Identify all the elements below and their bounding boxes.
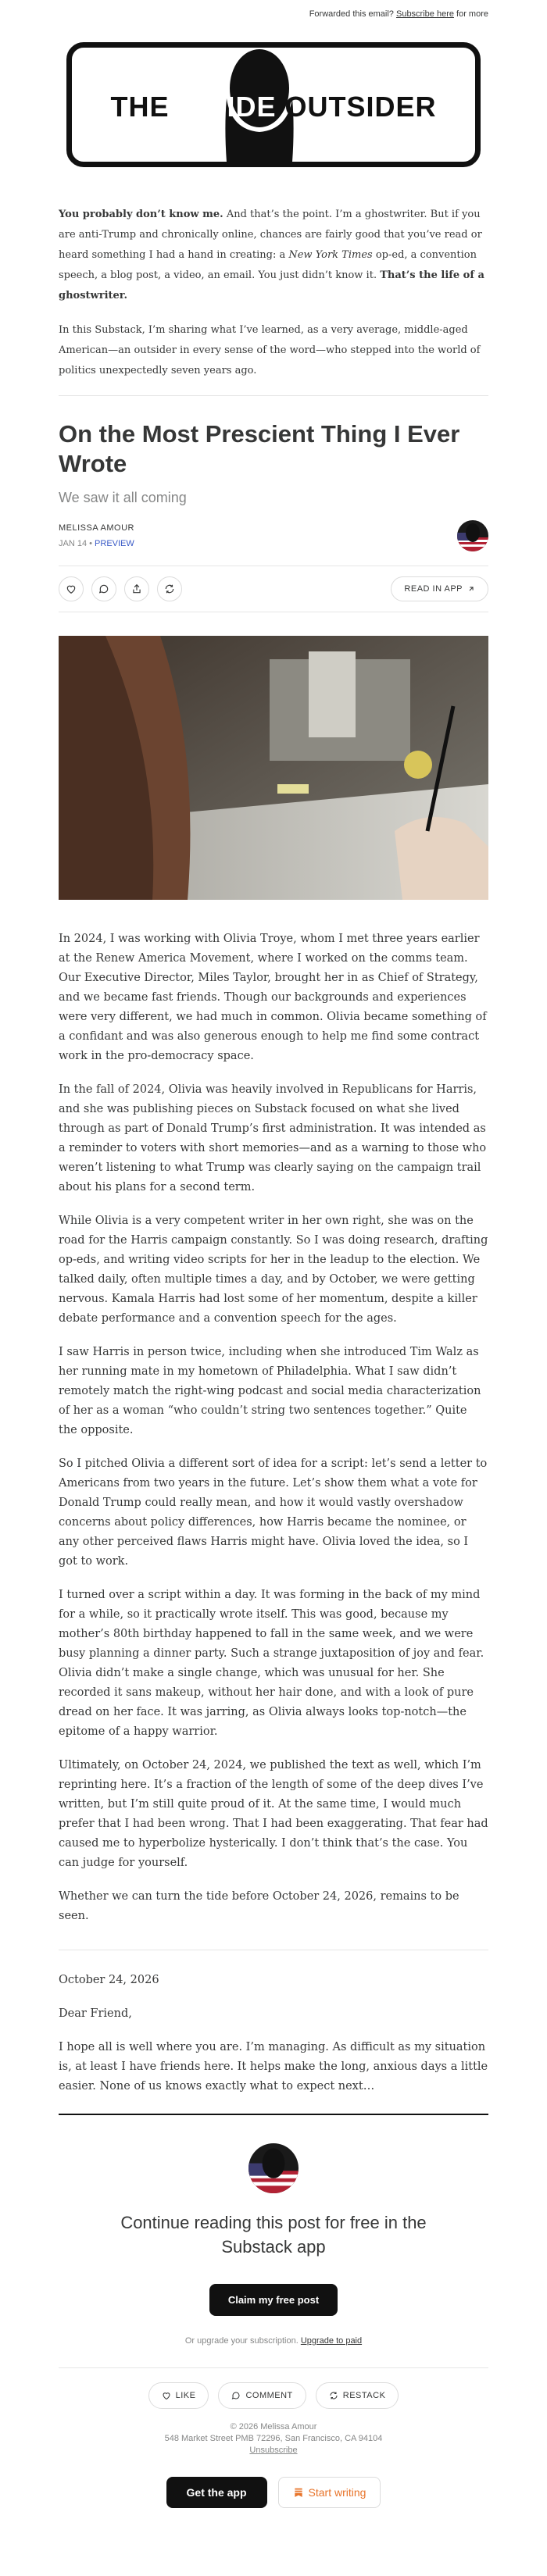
restack-icon: [164, 583, 175, 594]
body-paragraph: While Olivia is a very competent writer in her own right, she was on the road for the Harris campaign constantly. So I was doing research, drafting op-eds, and writing video scripts for her in the leadup to the election. We talked daily, often multiple times a day, and by October, we were getting nervous. Kamala Harris had lost some of her momentum, despite a killer debate performance and a convention speech for the ages.: [59, 1215, 488, 1325]
footer-comment-button[interactable]: COMMENT: [218, 2382, 306, 2409]
newsletter-intro: [59, 167, 488, 381]
body-paragraph: In 2024, I was working with Olivia Troye, whom I met three years earlier at the Renew America Movement, where I worked on the comms team. Our Executive Director, Miles Taylor, brought her in as Chief of Strategy, and we became fast friends. Though our backgrounds and experiences were very different, we had much in common. Olivia became something of a confidant and was also generous enough to help me find some contract work in the pro-democracy space.: [59, 933, 487, 1062]
byline: [59, 520, 488, 551]
claim-free-post-button[interactable]: Claim my free post: [209, 2284, 338, 2316]
heart-icon: [66, 583, 77, 594]
post-date: JAN 14 • PREVIEW: [59, 539, 134, 548]
app-promo: [59, 2477, 488, 2508]
mailing-address: 548 Market Street PMB 72296, San Francisco, CA 94104: [164, 2434, 383, 2443]
body-paragraph: Whether we can turn the tide before October 24, 2026, remains to be seen.: [59, 1890, 459, 1922]
body-paragraph: I turned over a script within a day. It was forming in the back of my mind for a while, so it practically wrote itself. This was good, because my mother’s 80th birthday happened to fall in the same week, and we were busy planning a dinner party. Such a strange juxtaposition of joy and fear. Olivia didn’t make a single change, which was unusual for her. She recorded it sans makeup, without her hair done, and with a look of pure dread on her face. It was jarring, as Olivia always looks top-notch—the epitome of a happy warrior.: [59, 1589, 484, 1738]
arrow-up-right-icon: [467, 585, 475, 593]
hero-image: [59, 636, 488, 900]
upgrade-link[interactable]: Upgrade to paid: [300, 2336, 363, 2346]
preview-label: PREVIEW: [95, 539, 134, 548]
writing-photo: [59, 636, 488, 900]
share-icon: [131, 583, 142, 594]
comment-icon: [231, 2391, 241, 2400]
share-button[interactable]: [124, 576, 149, 601]
heart-icon: [162, 2391, 171, 2400]
read-in-app-button[interactable]: READ IN APP: [391, 576, 488, 601]
logo-wordmark: THE INSIDE OUTSIDER: [110, 91, 437, 123]
letter-date: October 24, 2026: [59, 1974, 159, 1986]
email-footer: [59, 2421, 488, 2456]
action-icons: [59, 576, 182, 601]
byline-meta: [59, 523, 134, 548]
upgrade-notice: Or upgrade your subscription. Upgrade to paid: [184, 2336, 363, 2346]
footer-restack-button[interactable]: RESTACK: [316, 2382, 399, 2409]
like-button[interactable]: [59, 576, 84, 601]
post-actions-bar: [59, 566, 488, 612]
paywall-cta: [59, 2114, 488, 2346]
start-writing-button[interactable]: Start writing: [278, 2477, 381, 2508]
cta-avatar: [248, 2143, 299, 2193]
author-avatar[interactable]: [457, 520, 488, 551]
footer-actions: [59, 2367, 488, 2409]
unsubscribe-link[interactable]: Unsubscribe: [249, 2446, 298, 2455]
get-the-app-button[interactable]: Get the app: [166, 2477, 267, 2508]
post-subtitle: We saw it all coming: [59, 490, 187, 505]
footer-like-button[interactable]: LIKE: [148, 2382, 209, 2409]
cta-heading: Continue reading this post for free in the Substack app: [120, 2213, 427, 2257]
post-title[interactable]: On the Most Prescient Thing I Ever Wrote: [59, 420, 460, 477]
subscribe-link[interactable]: Subscribe here: [395, 9, 454, 19]
comment-button[interactable]: [91, 576, 116, 601]
flag-avatar-image: [457, 520, 488, 551]
letter-salutation: Dear Friend,: [59, 2007, 132, 2020]
intro-paragraph: You probably don’t know me. And that’s the point. I’m a ghostwriter. But if you are anti-Trump and chronically online, chances are fairly good that you’ve read or heard something I had a hand in creating: a New York Times op-ed, a convention speech, a blog post, a video, an email. You just didn’t know it. That’s the life of a ghostwriter.: [59, 209, 484, 301]
body-paragraph: Ultimately, on October 24, 2024, we published the text as well, which I’m reprinting here. It’s a fraction of the length of some of the deep dives I’ve written, but I’m still quite proud of it. At the same time, I would much prefer that I had been wrong. That I had been exaggerating. That fear had caused me to hyperbolize hysterically. I don’t think that’s the case. You can judge for yourself.: [59, 1759, 488, 1869]
restack-button[interactable]: [157, 576, 182, 601]
comment-icon: [98, 583, 109, 594]
intro-paragraph: In this Substack, I’m sharing what I’ve learned, as a very average, middle-aged American—an outsider in every sense of the word—who stepped into the world of politics unexpectedly seven years ago.: [59, 324, 481, 376]
body-paragraph: So I pitched Olivia a different sort of idea for a script: let’s send a letter to Americans from two years in the future. Let’s show them what a vote for Donald Trump could really mean, and how it would vastly overshadow concerns about policy differences, how Harris became the nominee, or any other perceived flaws Harris might have. Olivia loved the idea, so I got to work.: [59, 1457, 488, 1568]
body-paragraph: In the fall of 2024, Olivia was heavily involved in Republicans for Harris, and she was publishing pieces on Substack focused on what she lived through as part of Donald Trump’s first administration. It was intended as a reminder to voters with short memories—and as a warning to those who weren’t listening to what Trump was clearly saying on the campaign trail about his plans for a second term.: [59, 1083, 487, 1193]
substack-icon: [293, 2487, 304, 2498]
restack-icon: [329, 2391, 338, 2400]
newsletter-logo[interactable]: [66, 42, 481, 167]
post-body: [59, 929, 488, 2096]
body-paragraph: I saw Harris in person twice, including when she introduced Tim Walz as her running mate in my hometown of Philadelphia. What I saw didn’t remotely match the right-wing podcast and social media characterization of her as a woman “who couldn’t string two sentences together.” Quite the opposite.: [59, 1346, 481, 1436]
author-name[interactable]: MELISSA AMOUR: [59, 523, 134, 533]
newsletter-logo-container: [0, 23, 547, 167]
flag-avatar-image: [248, 2143, 299, 2193]
forward-notice: Forwarded this email? Subscribe here for more: [309, 9, 488, 19]
copyright: © 2026 Melissa Amour: [230, 2422, 317, 2432]
letter-paragraph: I hope all is well where you are. I’m managing. As difficult as my situation is, at least I have friends here. It helps make the long, anxious days a little easier. None of us knows exactly what to expect next…: [59, 2041, 488, 2093]
divider: [59, 395, 488, 396]
